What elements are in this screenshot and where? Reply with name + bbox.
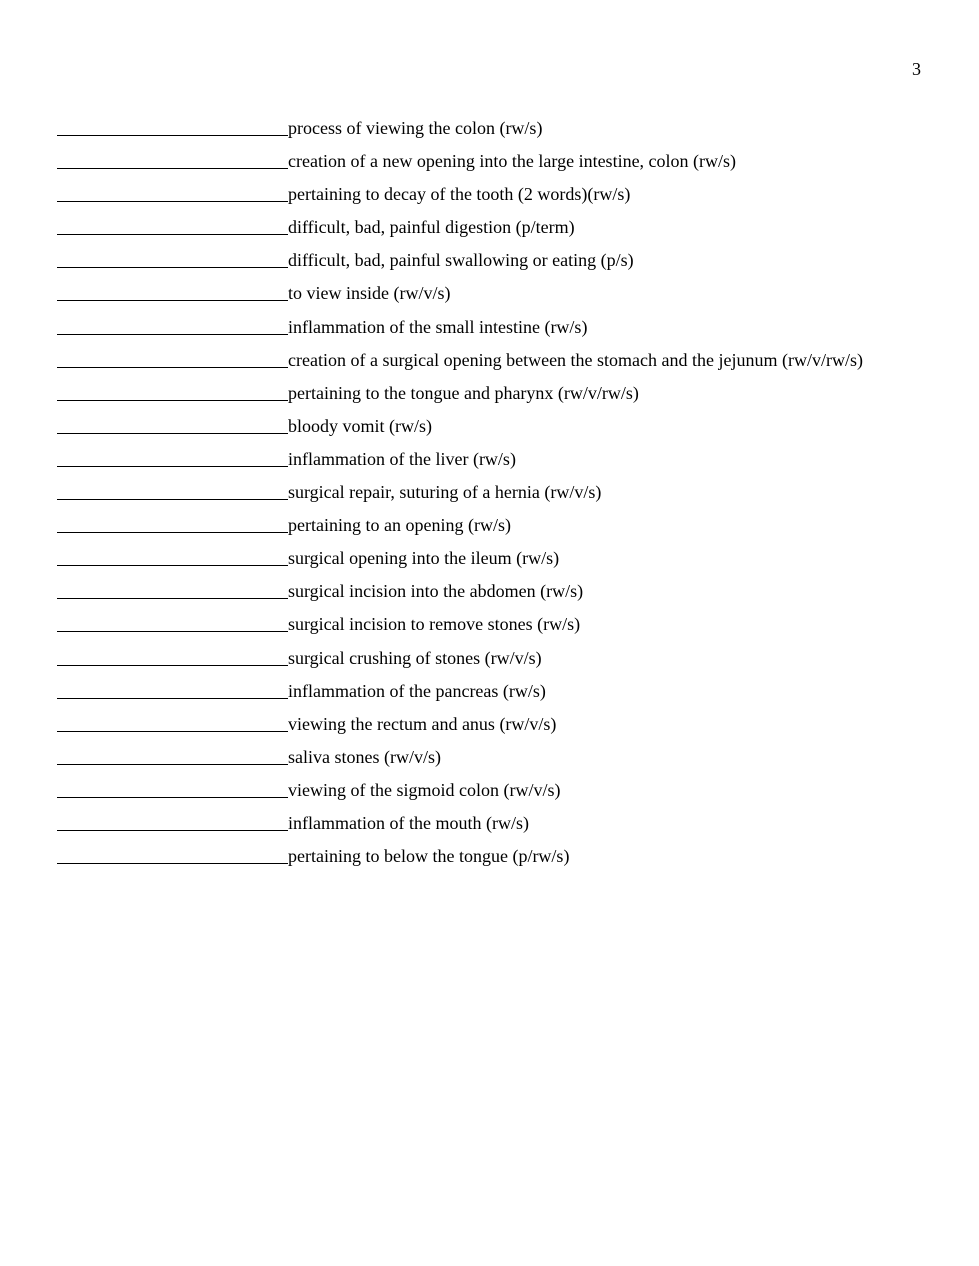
definition-text: inflammation of the pancreas (rw/s) bbox=[288, 680, 546, 701]
definition-text: process of viewing the colon (rw/s) bbox=[288, 118, 543, 138]
answer-blank[interactable] bbox=[57, 812, 288, 831]
definition-text: saliva stones (rw/v/s) bbox=[288, 746, 441, 767]
definition-text: viewing the rectum and anus (rw/v/s) bbox=[288, 713, 557, 734]
worksheet-item bbox=[57, 115, 959, 148]
worksheet-item bbox=[57, 678, 959, 711]
definition-text: inflammation of the mouth (rw/s) bbox=[288, 812, 529, 833]
definition-text: inflammation of the liver (rw/s) bbox=[288, 448, 516, 469]
answer-blank[interactable] bbox=[57, 216, 288, 235]
worksheet-item bbox=[57, 777, 959, 810]
answer-blank[interactable] bbox=[57, 580, 288, 599]
worksheet-item bbox=[57, 645, 959, 678]
answer-blank[interactable] bbox=[57, 382, 288, 401]
worksheet-item bbox=[57, 247, 959, 280]
answer-blank[interactable] bbox=[57, 448, 288, 467]
worksheet-item bbox=[57, 280, 959, 313]
answer-blank[interactable] bbox=[57, 150, 288, 169]
definition-text: surgical crushing of stones (rw/v/s) bbox=[288, 647, 542, 668]
worksheet-item bbox=[57, 479, 959, 512]
worksheet-item bbox=[57, 413, 959, 446]
answer-blank[interactable] bbox=[57, 779, 288, 798]
answer-blank[interactable] bbox=[57, 117, 288, 136]
definition-text: to view inside (rw/v/s) bbox=[288, 283, 451, 304]
worksheet-item bbox=[57, 380, 959, 413]
worksheet-item bbox=[57, 512, 959, 545]
answer-blank[interactable] bbox=[57, 183, 288, 202]
answer-blank[interactable] bbox=[57, 249, 288, 268]
worksheet-item bbox=[57, 214, 959, 247]
answer-blank[interactable] bbox=[57, 547, 288, 566]
definition-text: creation of a surgical opening between the stomach and the jejunum (rw/v/rw/s) bbox=[288, 349, 863, 370]
answer-blank[interactable] bbox=[57, 845, 288, 864]
page-number: 3 bbox=[912, 59, 921, 79]
worksheet-item bbox=[57, 711, 959, 744]
worksheet-item bbox=[57, 148, 959, 181]
definition-text: inflammation of the small intestine (rw/s) bbox=[288, 316, 588, 337]
worksheet-item bbox=[57, 744, 959, 777]
definition-text: viewing of the sigmoid colon (rw/v/s) bbox=[288, 779, 561, 800]
definition-text: surgical incision to remove stones (rw/s) bbox=[288, 614, 581, 635]
worksheet-item bbox=[57, 181, 959, 214]
worksheet-item bbox=[57, 347, 959, 380]
answer-blank[interactable] bbox=[57, 680, 288, 699]
answer-blank[interactable] bbox=[57, 481, 288, 500]
worksheet-item bbox=[57, 314, 959, 347]
answer-blank[interactable] bbox=[57, 613, 288, 632]
definition-text: bloody vomit (rw/s) bbox=[288, 415, 432, 436]
definition-text: surgical opening into the ileum (rw/s) bbox=[288, 548, 560, 569]
answer-blank[interactable] bbox=[57, 282, 288, 301]
worksheet-item bbox=[57, 545, 959, 578]
answer-blank[interactable] bbox=[57, 316, 288, 335]
definition-text: pertaining to below the tongue (p/rw/s) bbox=[288, 846, 570, 867]
definition-text: pertaining to the tongue and pharynx (rw/v/rw/s) bbox=[288, 382, 639, 403]
worksheet-list bbox=[57, 115, 959, 876]
definition-text: difficult, bad, painful swallowing or eating (p/s) bbox=[288, 250, 634, 271]
answer-blank[interactable] bbox=[57, 514, 288, 533]
worksheet-item bbox=[57, 843, 959, 876]
definition-text: pertaining to an opening (rw/s) bbox=[288, 515, 511, 536]
definition-text: creation of a new opening into the large intestine, colon (rw/s) bbox=[288, 151, 737, 172]
answer-blank[interactable] bbox=[57, 713, 288, 732]
answer-blank[interactable] bbox=[57, 415, 288, 434]
answer-blank[interactable] bbox=[57, 647, 288, 666]
worksheet-item bbox=[57, 810, 959, 843]
worksheet-item bbox=[57, 611, 959, 644]
definition-text: surgical repair, suturing of a hernia (rw/v/s) bbox=[288, 482, 602, 503]
answer-blank[interactable] bbox=[57, 349, 288, 368]
answer-blank[interactable] bbox=[57, 746, 288, 765]
worksheet-item bbox=[57, 578, 959, 611]
definition-text: difficult, bad, painful digestion (p/term) bbox=[288, 217, 575, 238]
definition-text: pertaining to decay of the tooth (2 words)(rw/s) bbox=[288, 184, 631, 205]
worksheet-item bbox=[57, 446, 959, 479]
definition-text: surgical incision into the abdomen (rw/s) bbox=[288, 581, 584, 602]
